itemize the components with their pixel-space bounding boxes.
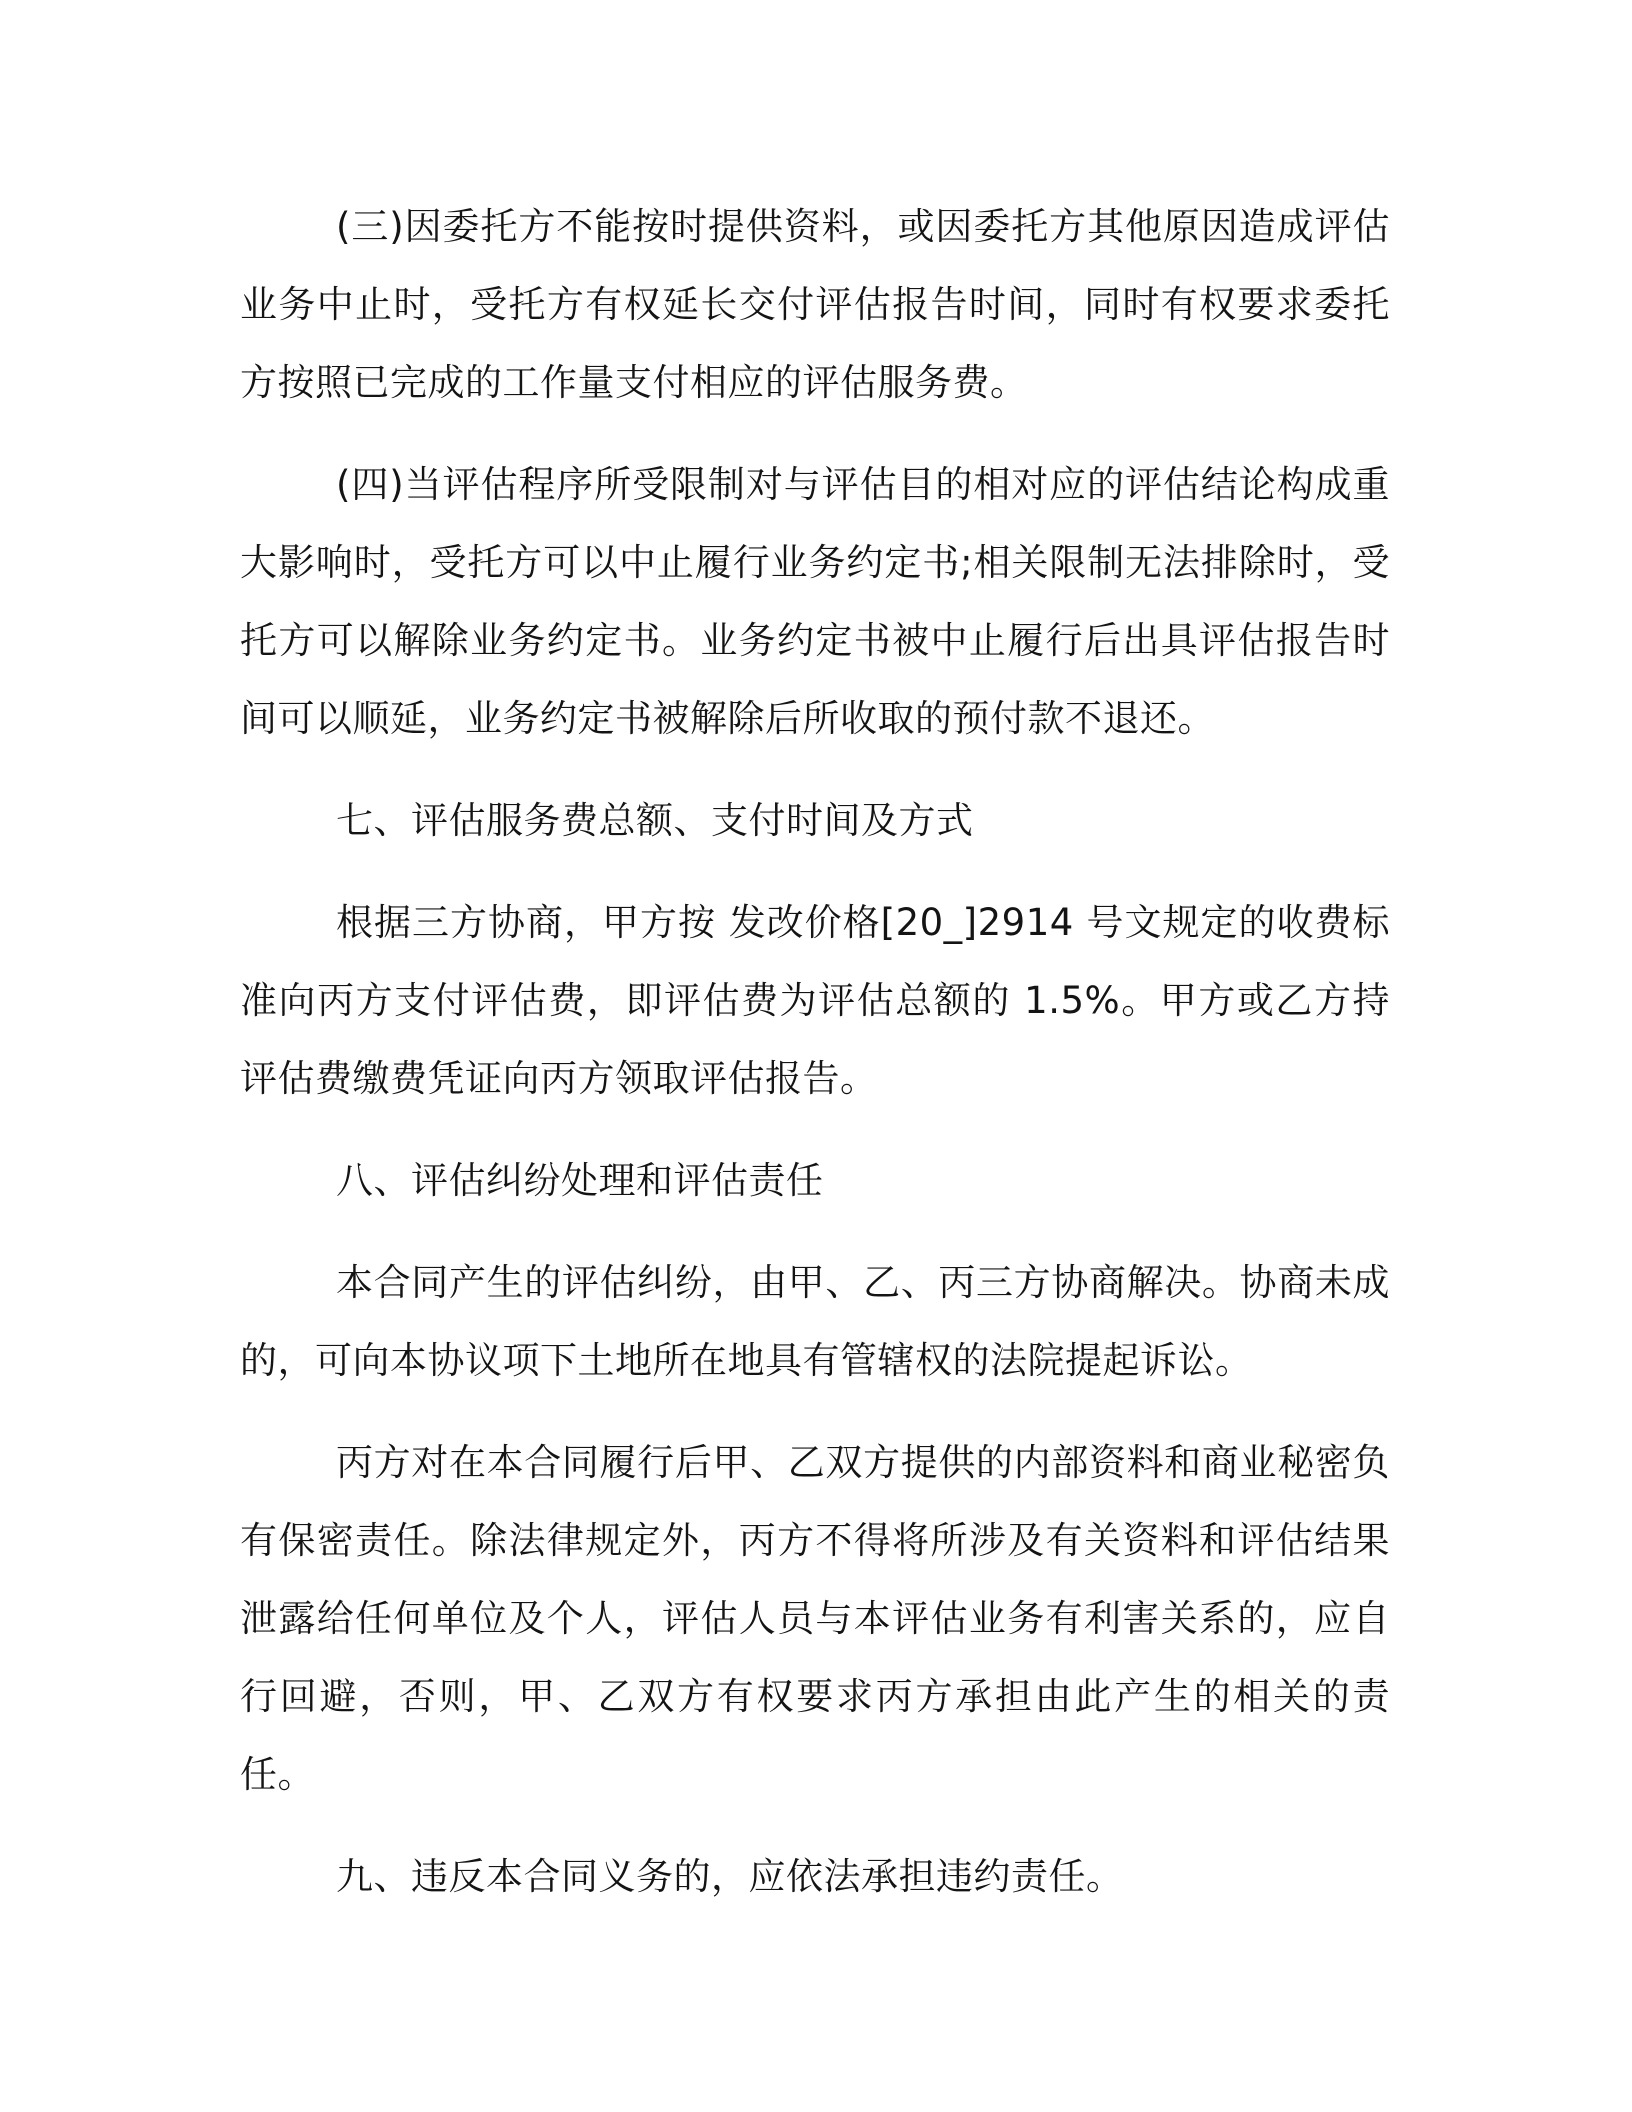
section-9-heading: 九、违反本合同义务的，应依法承担违约责任。 xyxy=(336,1855,1124,1898)
dispute-paragraph: 本合同产生的评估纠纷，由甲、乙、丙三方协商解决。协商未成的，可向本协议项下土地所在地具有管辖权的法院提起诉讼。 xyxy=(240,1261,1390,1382)
clause-3-paragraph: (三)因委托方不能按时提供资料，或因委托方其他原因造成评估业务中止时，受托方有权延长交付评估报告时间，同时有权要求委托方按照已完成的工作量支付相应的评估服务费。 xyxy=(240,205,1390,404)
clause-4-paragraph: (四)当评估程序所受限制对与评估目的相对应的评估结论构成重大影响时，受托方可以中止履行业务约定书;相关限制无法排除时，受托方可以解除业务约定书。业务约定书被中止履行后出具评估报告时间可以顺延，业务约定书被解除后所收取的预付款不退还。 xyxy=(240,463,1390,740)
document-body xyxy=(240,188,1390,1940)
section-8-heading: 八、评估纠纷处理和评估责任 xyxy=(336,1159,824,1202)
fee-paragraph: 根据三方协商，甲方按 发改价格[20_]2914 号文规定的收费标准向丙方支付评估费，即评估费为评估总额的 1.5%。甲方或乙方持评估费缴费凭证向丙方领取评估报告。 xyxy=(240,901,1390,1100)
section-7-heading: 七、评估服务费总额、支付时间及方式 xyxy=(336,799,974,842)
confidentiality-paragraph: 丙方对在本合同履行后甲、乙双方提供的内部资料和商业秘密负有保密责任。除法律规定外，丙方不得将所涉及有关资料和评估结果泄露给任何单位及个人，评估人员与本评估业务有利害关系的，应自行回避，否则，甲、乙双方有权要求丙方承担由此产生的相关的责任。 xyxy=(240,1441,1390,1796)
